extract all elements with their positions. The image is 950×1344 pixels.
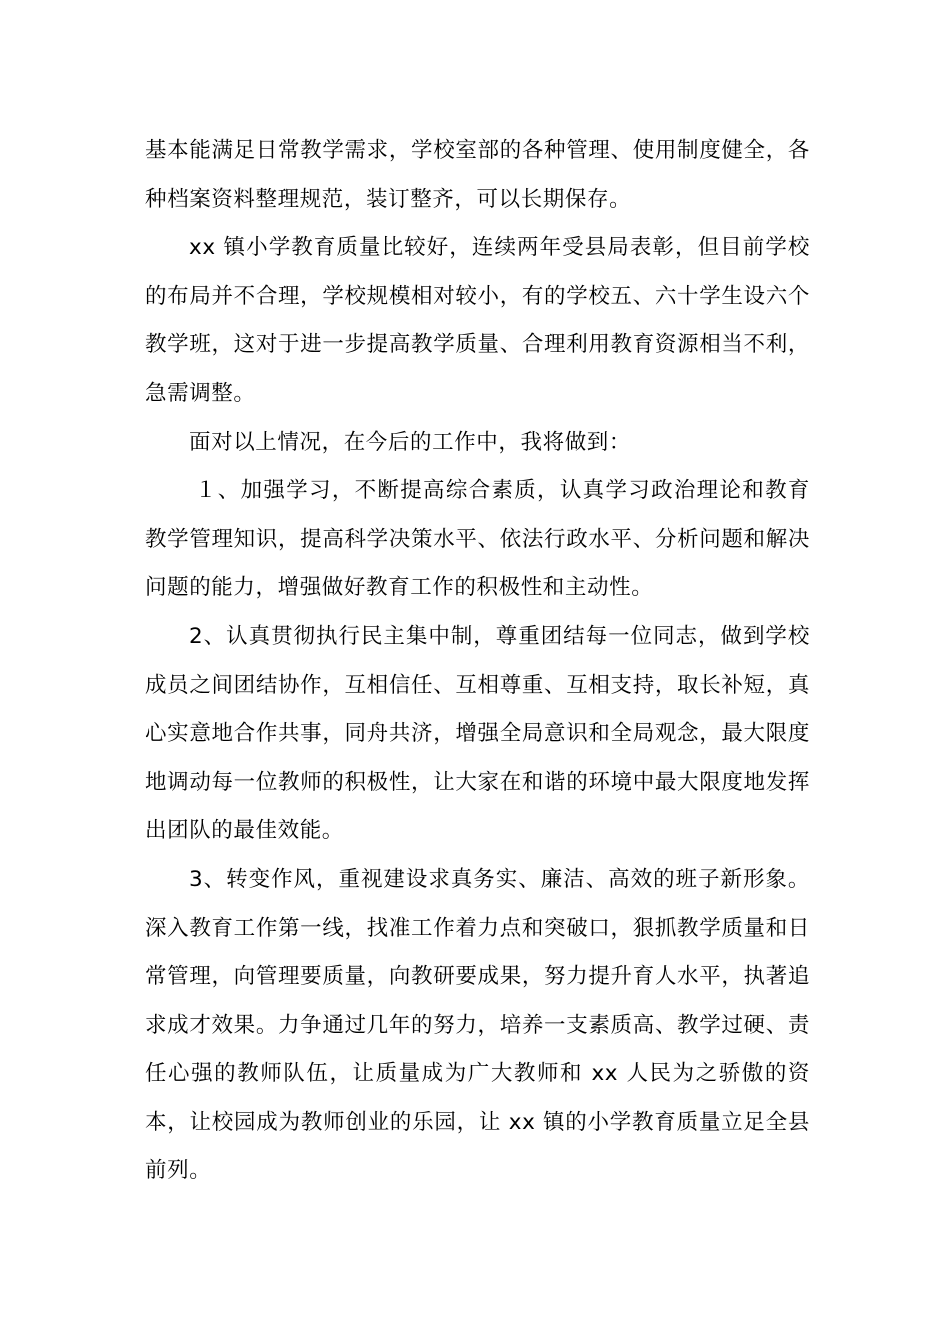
paragraph-item-2: 2、认真贯彻执行民主集中制，尊重团结每一位同志，做到学校成员之间团结协作，互相信任、互相尊重、互相支持，取长补短，真心实意地合作共事，同舟共济，增强全局意识和全局观念，最大限度地调动每一位教师的积极性，让大家在和谐的环境中最大限度地发挥出团队的最佳效能。 [145,623,810,844]
paragraph-education-quality: xx 镇小学教育质量比较好，连续两年受县局表彰，但目前学校的布局并不合理，学校规模相对较小，有的学校五、六十学生设六个教学班，这对于进一步提高教学质量、合理利用教育资源相当不利，急需调整。 [145,235,810,406]
paragraph-continuation: 基本能满足日常教学需求，学校室部的各种管理、使用制度健全，各种档案资料整理规范，装订整齐，可以长期保存。 [145,138,810,212]
paragraph-item-3: 3、转变作风，重视建设求真务实、廉洁、高效的班子新形象。深入教育工作第一线，找准工作着力点和突破口，狠抓教学质量和日常管理，向管理要质量，向教研要成果，努力提升育人水平，执著追求成才效果。力争通过几年的努力，培养一支素质高、教学过硬、责任心强的教师队伍，让质量成为广大教师和 xx 人民为之骄傲的资本，让校园成为教师创业的乐园，让 xx 镇的小学教育质量立足全县前列。 [145,866,810,1184]
paragraph-intro-plan: 面对以上情况，在今后的工作中，我将做到： [189,429,632,455]
document-body [145,127,810,1196]
paragraph-item-1: １、加强学习，不断提高综合素质，认真学习政治理论和教育教学管理知识，提高科学决策水平、依法行政水平、分析问题和解决问题的能力，增强做好教育工作的积极性和主动性。 [145,478,810,601]
